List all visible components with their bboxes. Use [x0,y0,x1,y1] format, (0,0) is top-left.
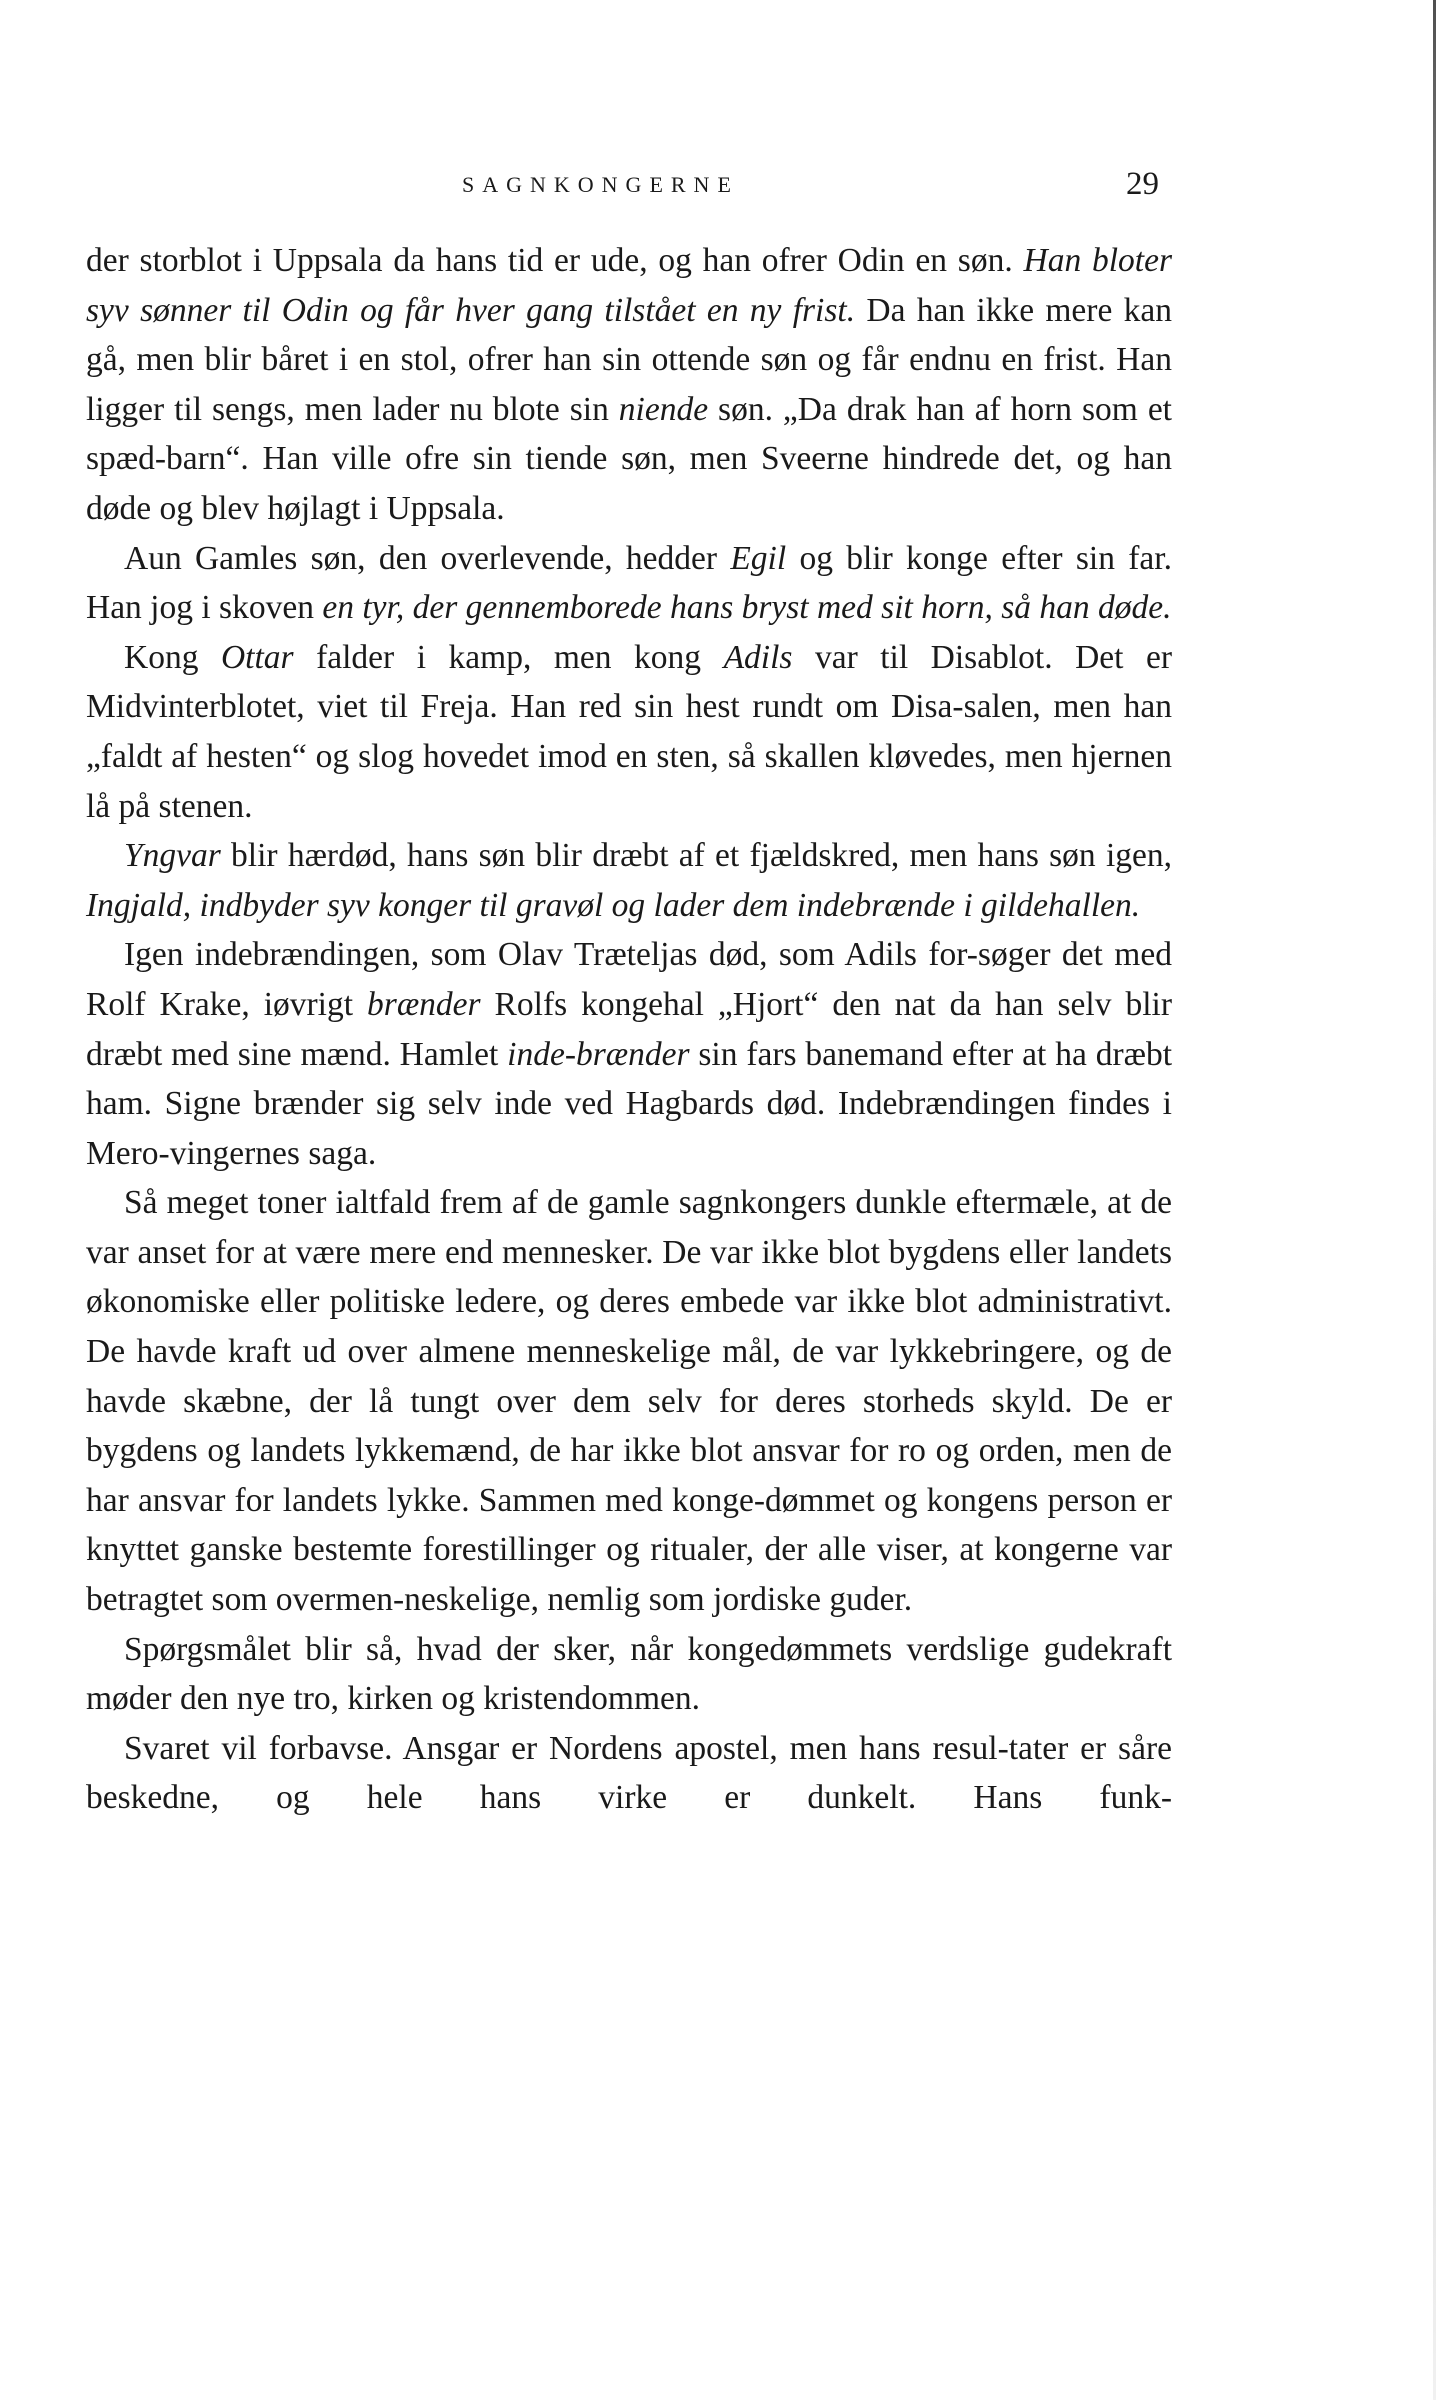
italic-text-run: Han bloter syv sønner til Odin og får hver gang tilstået en ny frist. [86,242,1172,329]
text-run: og blir konge efter sin far. Han jog i skoven [86,539,1172,627]
paragraph [86,534,1172,633]
text-run: var til Disablot. Det er Midvinterblotet, viet til Freja. Han red sin hest rundt om Disa-salen, men han „faldt af hesten“ og slog hovedet imod en sten, så skallen kløvedes, men hjernen lå på stenen. [86,638,1172,825]
paragraph [86,236,1172,534]
italic-text-run: Ingjald, indbyder syv konger til gravøl og lader dem indebrænde i gildehallen. [86,886,1141,924]
paragraph [86,930,1172,1178]
text-run: Kong [124,638,221,676]
italic-text-run: niende [618,390,709,428]
text-run: Da han ikke mere kan gå, men blir båret i en stol, ofrer han sin ottende søn og får endnu en frist. Han ligger til sengs, men lader nu blote sin [86,291,1172,428]
text-run: der storblot i Uppsala da hans tid er ude, og han ofrer Odin en søn. [86,242,1024,279]
italic-text-run: Adils [723,638,793,676]
text-run: Aun Gamles søn, den overlevende, hedder [124,539,731,577]
paragraph [86,1178,1172,1624]
italic-text-run: en tyr, der gennemborede hans bryst med sit horn, så han døde. [322,589,1172,627]
italic-text-run: Egil [730,539,787,577]
italic-text-run: inde-brænder [507,1035,690,1073]
page-edge-shadow [1433,0,1436,2400]
text-run: Rolfs kongehal „Hjort“ den nat da han selv blir dræbt med sine mænd. Hamlet [86,985,1172,1073]
paragraph [86,831,1172,930]
text-run: falder i kamp, men kong [293,638,724,676]
paragraph [86,1724,1172,1823]
text-run: søn. „Da drak han af horn som et spæd-barn“. Han ville ofre sin tiende søn, men Sveerne hindrede det, og han døde og blev højlagt i Uppsala. [86,390,1172,527]
text-run: Spørgsmålet blir så, hvad der sker, når kongedømmets verdslige gudekraft møder den nye tro, kirken og kristendommen. [86,1630,1172,1718]
paragraph [86,1625,1172,1724]
italic-text-run: brænder [367,985,481,1023]
text-run: Igen indebrændingen, som Olav Træteljas død, som Adils for-søger det med Rolf Krake, iøvrigt [86,936,1172,1023]
paragraph [86,633,1172,831]
italic-text-run: Yngvar [124,837,221,875]
running-head: SAGNKONGERNE [462,172,739,197]
text-run: Svaret vil forbavse. Ansgar er Nordens apostel, men hans resul-tater er såre beskedne, og hele hans virke er dunkelt. Hans funk- [86,1729,1172,1817]
text-run: blir hærdød, hans søn blir dræbt af et fjældskred, men hans søn igen, [220,837,1172,875]
text-run: Så meget toner ialtfald frem af de gamle sagnkongers dunkle eftermæle, at de var anset for at være mere end mennesker. De var ikke blot bygdens eller landets økonomiske eller politiske ledere, og deres embede var ikke blot administrativt. De havde kraft ud over almene menneskelige mål, de var lykkebringere, og de havde skæbne, der lå tungt over dem selv for deres storheds skyld. De er bygdens og landets lykkemænd, de har ikke blot ansvar for ro og orden, men de har ansvar for landets lykke. Sammen med konge-dømmet og kongens person er knyttet ganske bestemte forestillinger og ritualer, der alle viser, at kongerne var betragtet som overmen-neskelige, nemlig som jordiske guder. [86,1184,1172,1619]
body-text [86,236,1172,1823]
italic-text-run: Ottar [220,638,294,676]
page-number: 29 [1126,166,1159,202]
text-run: sin fars banemand efter at ha dræbt ham. Signe brænder sig selv inde ved Hagbards død. Indebrændingen findes i Mero-vingernes saga. [86,1035,1173,1172]
